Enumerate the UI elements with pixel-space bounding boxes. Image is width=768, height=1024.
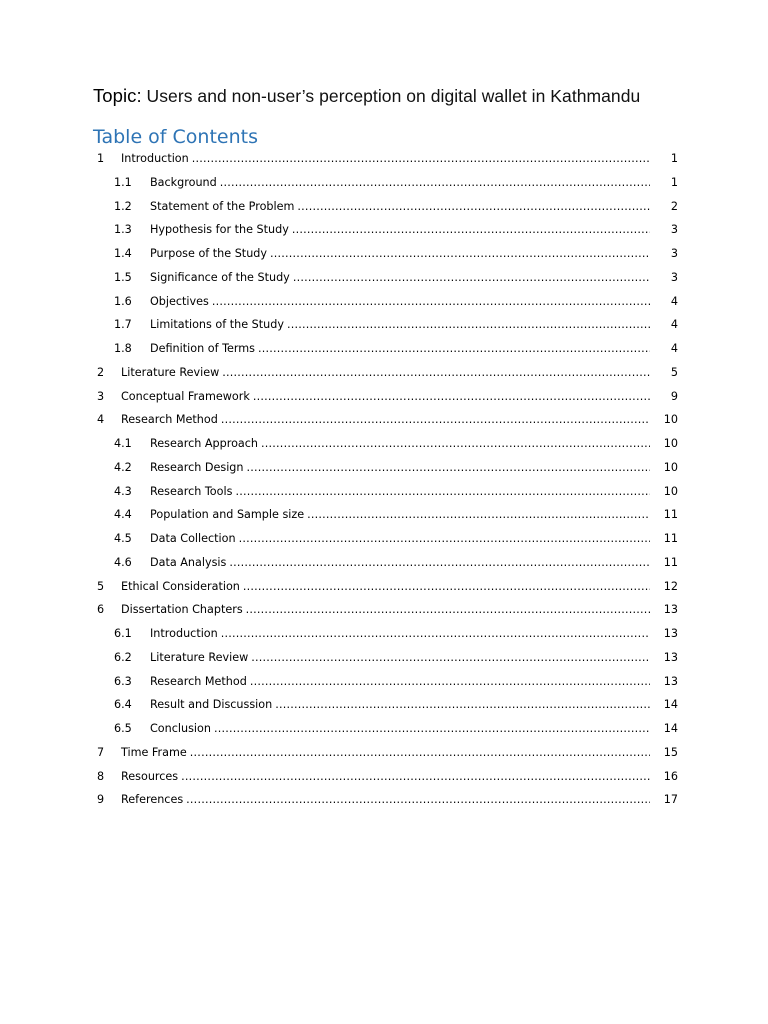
toc-entry-number: 1.6	[114, 294, 132, 308]
dot-leader	[251, 651, 650, 664]
toc-entry-page-number: 17	[663, 793, 678, 807]
dot-leader	[235, 485, 650, 498]
toc-entry-page-number: 5	[670, 365, 678, 379]
toc-entry-number: 4	[97, 413, 105, 427]
toc-entry[interactable]	[114, 342, 678, 360]
toc-entry-label: Time Frame	[121, 745, 187, 759]
toc-entry-number: 9	[97, 793, 105, 807]
toc-entry[interactable]	[114, 200, 678, 218]
dot-leader	[250, 675, 650, 688]
toc-entry-page-number: 10	[663, 437, 678, 450]
toc-entry-page-number: 10	[663, 484, 678, 498]
toc-entry-number: 4.2	[114, 460, 132, 474]
toc-entry-page-number: 11	[663, 508, 678, 522]
toc-entry[interactable]	[114, 295, 678, 313]
toc-entry-label: Conceptual Framework	[121, 389, 250, 403]
toc-entry[interactable]	[114, 627, 678, 645]
toc-entry-page-number: 13	[663, 603, 678, 617]
dot-leader	[297, 200, 650, 213]
toc-entry[interactable]	[114, 318, 678, 336]
toc-entry-number: 1.8	[114, 342, 132, 355]
dot-leader	[307, 508, 650, 521]
toc-entry[interactable]	[114, 675, 678, 693]
toc-entry-page-number: 14	[663, 698, 678, 712]
dot-leader	[221, 627, 650, 640]
dot-leader	[239, 532, 650, 545]
toc-entry-label: Data Collection	[150, 532, 236, 545]
toc-entry[interactable]	[114, 485, 678, 503]
toc-entry-label: Purpose of the Study	[150, 247, 268, 260]
dot-leader	[253, 390, 650, 403]
toc-entry-label: Dissertation Chapters	[121, 603, 243, 617]
toc-entry-page-number: 1	[670, 152, 678, 165]
toc-entry-number: 1.2	[114, 199, 132, 213]
toc-entry[interactable]	[97, 366, 678, 384]
toc-entry-page-number: 3	[670, 247, 678, 260]
toc-entry-page-number: 4	[670, 342, 678, 355]
toc-entry-page-number: 13	[663, 674, 678, 688]
toc-entry-number: 4.3	[114, 484, 132, 498]
dot-leader	[221, 413, 650, 426]
toc-entry-page-number: 10	[663, 413, 678, 427]
toc-entry-label: Background	[150, 175, 217, 189]
toc-entry[interactable]	[114, 247, 678, 265]
dot-leader	[190, 746, 650, 759]
toc-entry-label: Literature Review	[150, 650, 249, 664]
toc-entry-number: 5	[97, 579, 105, 593]
toc-entry-label: Literature Review	[121, 365, 220, 379]
toc-entry-page-number: 11	[663, 555, 678, 569]
toc-entry-label: Objectives	[150, 294, 209, 308]
toc-entry-label: Hypothesis for the Study	[150, 223, 289, 237]
toc-entry-label: Research Design	[150, 460, 244, 474]
toc-entry-number: 1.4	[114, 247, 132, 260]
toc-entry-page-number: 11	[663, 532, 678, 545]
dot-leader	[275, 698, 650, 711]
dot-leader	[247, 461, 651, 474]
toc-entry-page-number: 2	[670, 199, 678, 213]
toc-entry-number: 3	[97, 389, 105, 403]
toc-entry-page-number: 3	[670, 223, 678, 237]
dot-leader	[261, 437, 650, 450]
toc-entry-label: Research Method	[121, 413, 218, 427]
dot-leader	[212, 295, 650, 308]
toc-entry-number: 4.1	[114, 437, 132, 450]
toc-entry-label: Statement of the Problem	[150, 199, 295, 213]
toc-entry-label: Definition of Terms	[150, 342, 256, 355]
toc-entry-number: 6.5	[114, 722, 132, 735]
toc-entry[interactable]	[114, 437, 678, 455]
toc-entry-page-number: 9	[670, 389, 678, 403]
toc-entry[interactable]	[114, 461, 678, 479]
toc-entry[interactable]	[114, 271, 678, 289]
toc-entry[interactable]	[97, 390, 678, 408]
toc-entry-number: 6.4	[114, 698, 132, 712]
toc-entry-page-number: 13	[663, 627, 678, 640]
toc-entry[interactable]	[114, 651, 678, 669]
toc-entry-label: Conclusion	[150, 722, 211, 735]
toc-entry-number: 1	[97, 152, 105, 165]
toc-entry-label: Introduction	[121, 152, 189, 165]
toc-entry[interactable]	[114, 722, 678, 740]
toc-entry-label: Limitations of the Study	[150, 318, 284, 332]
dot-leader	[186, 793, 650, 806]
toc-heading: Table of Contents	[93, 126, 258, 148]
dot-leader	[214, 722, 650, 735]
dot-leader	[293, 271, 650, 284]
toc-entry-label: Result and Discussion	[150, 698, 273, 712]
toc-entry-label: Research Approach	[150, 437, 259, 450]
toc-entry-page-number: 14	[663, 722, 678, 735]
toc-entry-page-number: 1	[670, 175, 678, 189]
dot-leader	[270, 247, 650, 260]
dot-leader	[258, 342, 650, 355]
dot-leader	[243, 580, 650, 593]
toc-entry-number: 6	[97, 603, 105, 617]
toc-entry-number: 6.2	[114, 650, 132, 664]
dot-leader	[220, 176, 650, 189]
toc-entry-label: Introduction	[150, 627, 218, 640]
toc-entry-label: Significance of the Study	[150, 270, 290, 284]
toc-entry-number: 8	[97, 769, 105, 783]
toc-entry-page-number: 13	[663, 650, 678, 664]
toc-entry-label: Ethical Consideration	[121, 579, 240, 593]
toc-entry-number: 1.3	[114, 223, 132, 237]
toc-entry[interactable]	[97, 413, 678, 431]
toc-entry-page-number: 15	[663, 745, 678, 759]
topic-text: Users and non-user’s perception on digital wallet in Kathmandu	[141, 86, 641, 106]
toc-entry-page-number: 12	[663, 579, 678, 593]
toc-entry-label: Research Method	[150, 674, 247, 688]
toc-entry-page-number: 3	[670, 270, 678, 284]
toc-entry-label: Data Analysis	[150, 555, 227, 569]
toc-entry[interactable]	[114, 176, 678, 194]
toc-entry[interactable]	[114, 223, 678, 241]
toc-entry-number: 7	[97, 745, 105, 759]
toc-entry[interactable]	[97, 793, 678, 811]
toc-entry[interactable]	[97, 770, 678, 788]
toc-entry-page-number: 16	[663, 769, 678, 783]
toc-entry[interactable]	[97, 152, 678, 170]
dot-leader	[222, 366, 650, 379]
toc-entry-label: Resources	[121, 769, 179, 783]
toc-entry-label: Population and Sample size	[150, 508, 305, 522]
toc-entry[interactable]	[97, 580, 678, 598]
toc-entry[interactable]	[97, 603, 678, 621]
toc-entry-number: 4.4	[114, 508, 132, 522]
toc-entry-page-number: 4	[670, 294, 678, 308]
toc-entry-number: 2	[97, 365, 105, 379]
dot-leader	[229, 556, 650, 569]
dot-leader	[192, 152, 650, 165]
topic-label: Topic:	[93, 85, 142, 106]
toc-entry-page-number: 4	[670, 318, 678, 332]
toc-entry[interactable]	[97, 746, 678, 764]
dot-leader	[287, 318, 650, 331]
toc-entry-label: Research Tools	[150, 484, 233, 498]
toc-entry-number: 6.1	[114, 627, 132, 640]
toc-entry[interactable]	[114, 698, 678, 716]
toc-entry-number: 1.7	[114, 318, 132, 332]
toc-entry[interactable]	[114, 532, 678, 550]
dot-leader	[181, 770, 650, 783]
dot-leader	[292, 223, 650, 236]
toc-entry-number: 4.6	[114, 555, 132, 569]
toc-entry-number: 1.1	[114, 175, 132, 189]
toc-entry-number: 1.5	[114, 270, 132, 284]
dot-leader	[246, 603, 650, 616]
toc-entry[interactable]	[114, 556, 678, 574]
toc-entry[interactable]	[114, 508, 678, 526]
toc-entry-number: 4.5	[114, 532, 132, 545]
toc-entry-label: References	[121, 793, 184, 807]
toc-entry-page-number: 10	[663, 460, 678, 474]
toc-entry-number: 6.3	[114, 674, 132, 688]
